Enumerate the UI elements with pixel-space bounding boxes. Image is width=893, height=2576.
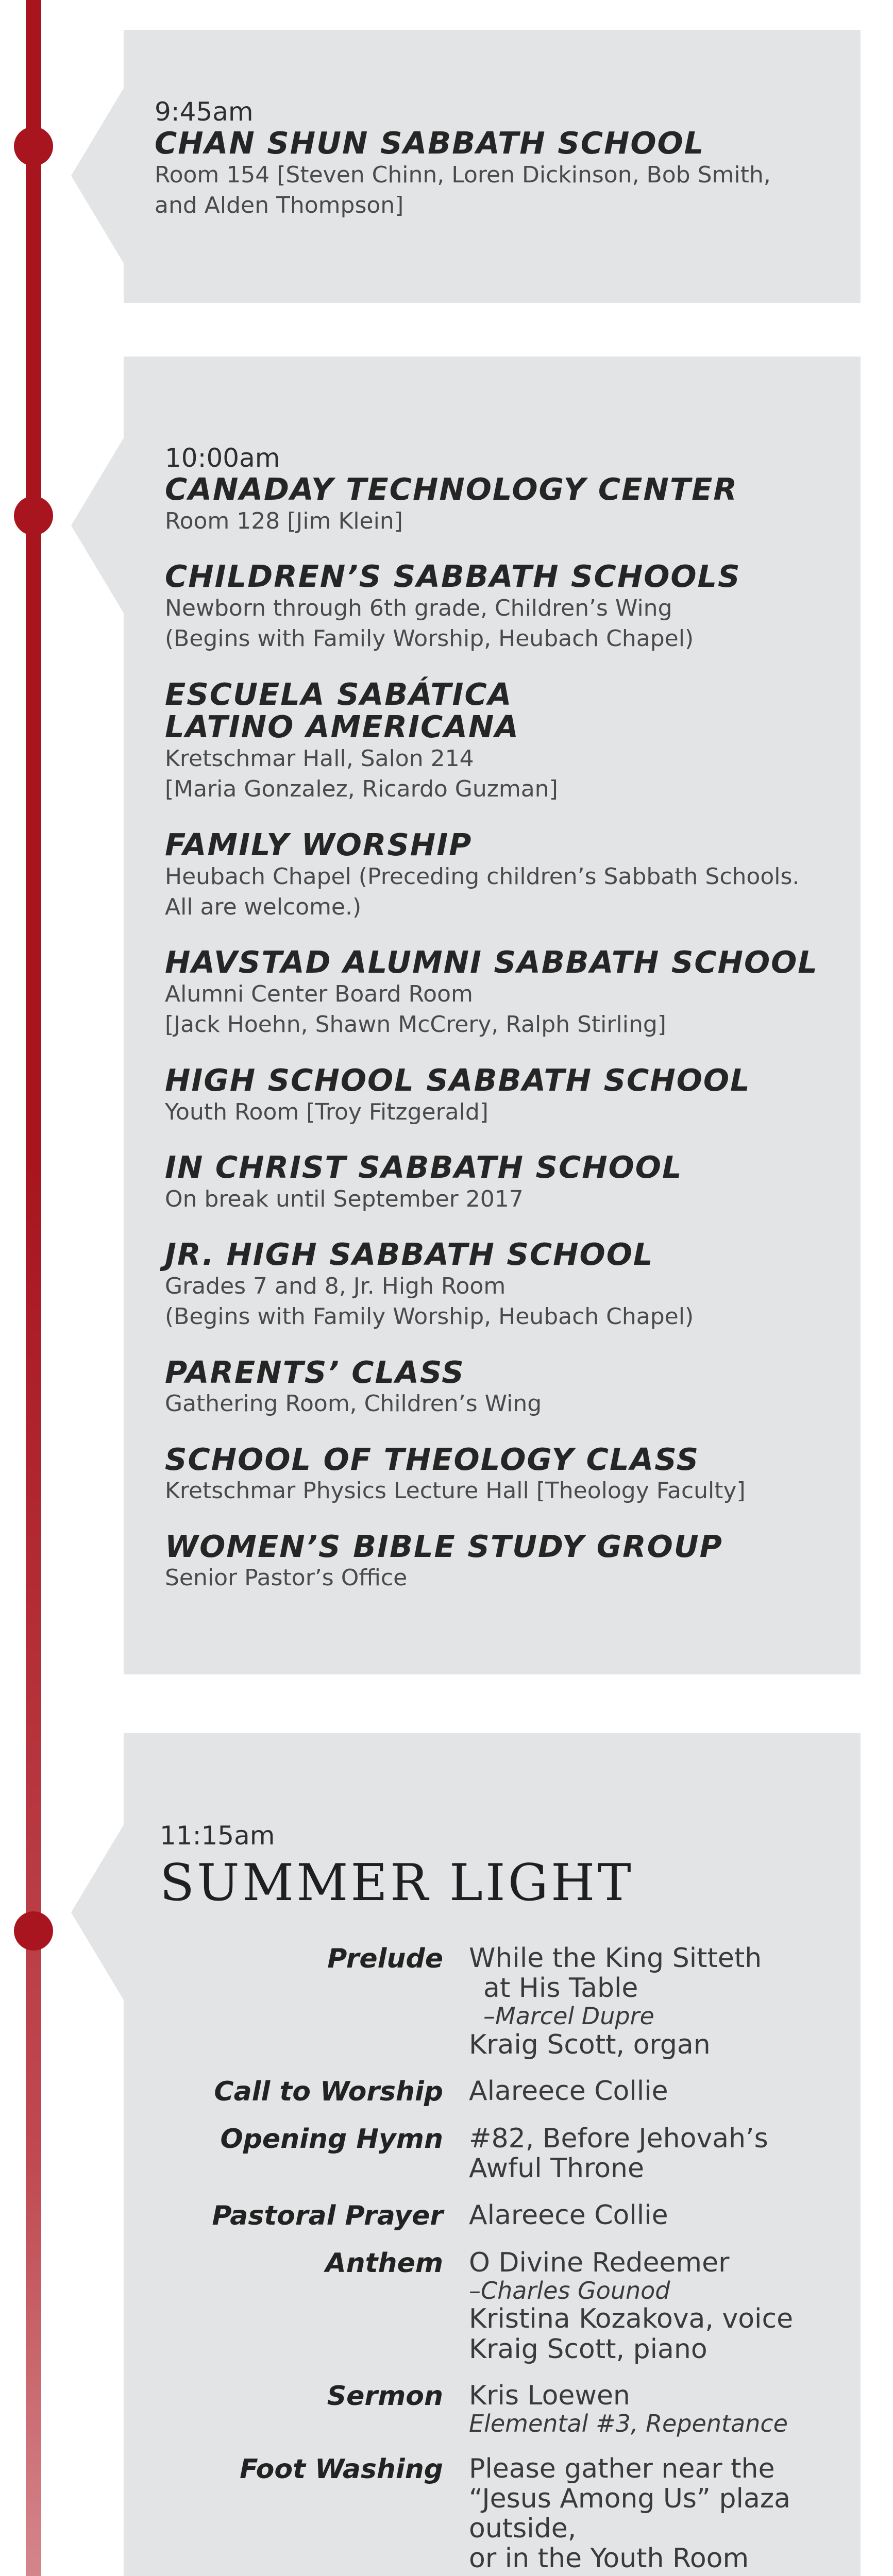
entry-title: CANADAY TECHNOLOGY CENTER [165,471,738,507]
entry-detail: Gathering Room, Children’s Wing [165,1391,542,1417]
session-card-945 [124,30,861,303]
program-line: #82, Before Jehovah’s [469,2123,768,2155]
timeline-dot-945 [14,127,53,166]
entry-title: CHILDREN’S SABBATH SCHOOLS [165,558,741,595]
entry-detail: Newborn through 6th grade, Children’s Wing [165,595,672,621]
program-details [469,2200,830,2231]
sabbath-school-entry [165,678,824,805]
entry-detail: Kretschmar Physics Lecture Hall [Theology Faculty] [165,1478,746,1504]
sabbath-school-entry [165,473,824,536]
entry-detail: Youth Room [Troy Fitzgerald] [165,1098,488,1125]
entry-detail: Kretschmar Hall, Salon 214 [165,745,474,772]
entry-detail: (Begins with Family Worship, Heubach Chapel) [165,1303,694,1330]
program-item [160,2200,830,2231]
program-line: or in the Youth Room [469,2543,749,2574]
program-line: Kraig Scott, organ [469,2029,711,2060]
entry-title: WOMEN’S BIBLE STUDY GROUP [165,1528,723,1564]
program-line: Alareece Collie [469,2199,668,2231]
program-details [469,2124,830,2183]
program-line: While the King Sitteth [469,1943,762,1974]
sabbath-school-entry [165,560,824,654]
entry-detail: Grades 7 and 8, Jr. High Room [165,1273,506,1299]
program-role: Call to Worship [214,2076,443,2108]
venue-detail-line: Room 154 [Steven Chinn, Loren Dickinson, Bob Smith, [155,161,771,188]
entry-detail: Heubach Chapel (Preceding children’s Sabbath Schools. [165,863,800,890]
program-details [469,2381,830,2437]
entry-title: ESCUELA SABÁTICA [165,676,513,712]
entry-title: HAVSTAD ALUMNI SABBATH SCHOOL [165,944,818,980]
card-pointer [71,1825,124,2000]
entry-title: LATINO AMERICANA [165,709,519,745]
order-of-service [160,1943,830,2576]
program-details [469,2248,830,2364]
program-item [160,2454,830,2574]
entry-title: FAMILY WORSHIP [165,826,473,862]
service-title: SUMMER LIGHT [160,1854,634,1912]
program-item [160,2381,830,2437]
sabbath-school-entry [165,828,824,923]
timeline-line [26,0,41,2576]
program-role: Pastoral Prayer [212,2200,443,2231]
entry-detail: (Begins with Family Worship, Heubach Chapel) [165,625,694,652]
program-role: Anthem [325,2247,443,2279]
program-item [160,2248,830,2364]
sabbath-school-entry [165,1530,824,1594]
program-details [469,1943,830,2060]
program-line: Awful Throne [469,2153,644,2184]
program-line: “Jesus Among Us” plaza outside, [469,2483,790,2545]
entry-detail: [Maria Gonzalez, Ricardo Guzman] [165,776,558,803]
session-card-1115 [124,1733,861,2576]
program-line: Kris Loewen [469,2380,630,2411]
program-line: Alareece Collie [469,2076,668,2107]
entry-title: HIGH SCHOOL SABBATH SCHOOL [165,1062,751,1098]
entry-detail: All are welcome.) [165,893,362,920]
sabbath-school-entry [165,1151,824,1214]
entry-detail: On break until September 2017 [165,1185,524,1212]
entry-title: IN CHRIST SABBATH SCHOOL [165,1149,683,1185]
session-card-1000 [124,357,861,1674]
program-details [469,2454,830,2574]
card-pointer [71,88,124,263]
session-time: 10:00am [165,443,280,473]
entry-title: PARENTS’ CLASS [165,1354,465,1390]
program-line: –Marcel Dupre [483,2002,654,2030]
venue-detail-line: and Alden Thompson] [155,192,404,219]
venue-title: CHAN SHUN SABBATH SCHOOL [155,125,705,161]
program-role: Opening Hymn [220,2124,443,2155]
program-role: Foot Washing [240,2453,443,2485]
sabbath-school-list [165,473,824,1594]
sabbath-school-entry [165,1238,824,1332]
program-item [160,2124,830,2183]
venue-details [155,160,824,221]
entry-title: JR. HIGH SABBATH SCHOOL [165,1236,654,1273]
entry-title: SCHOOL OF THEOLOGY CLASS [165,1441,700,1477]
sabbath-school-entry [165,1064,824,1127]
program-details [469,2076,830,2107]
session-time: 9:45am [155,97,254,127]
entry-detail: [Jack Hoehn, Shawn McCrery, Ralph Stirling] [165,1011,666,1038]
timeline-dot-1000 [14,496,53,535]
program-line: Please gather near the [469,2453,775,2484]
program-line: Kristina Kozakova, voice [469,2303,794,2335]
sabbath-school-entry [165,1443,824,1506]
program-line: Elemental #3, Repentance [469,2410,788,2438]
entry-detail: Senior Pastor’s Office [165,1565,408,1591]
program-role: Prelude [327,1943,443,1974]
program-role: Sermon [327,2380,443,2412]
program-line: O Divine Redeemer [469,2247,730,2278]
timeline-dot-1115 [14,1911,53,1951]
program-item [160,1943,830,2060]
program-line: Kraig Scott, piano [469,2333,707,2365]
program-item [160,2076,830,2107]
program-line: –Charles Gounod [469,2276,670,2304]
entry-detail: Room 128 [Jim Klein] [165,507,403,534]
sabbath-school-entry [165,1356,824,1419]
session-time: 11:15am [160,1821,275,1851]
entry-detail: Alumni Center Board Room [165,981,473,1008]
card-pointer [71,438,124,613]
program-line: at His Table [483,1973,638,2004]
sabbath-school-entry [165,946,824,1040]
